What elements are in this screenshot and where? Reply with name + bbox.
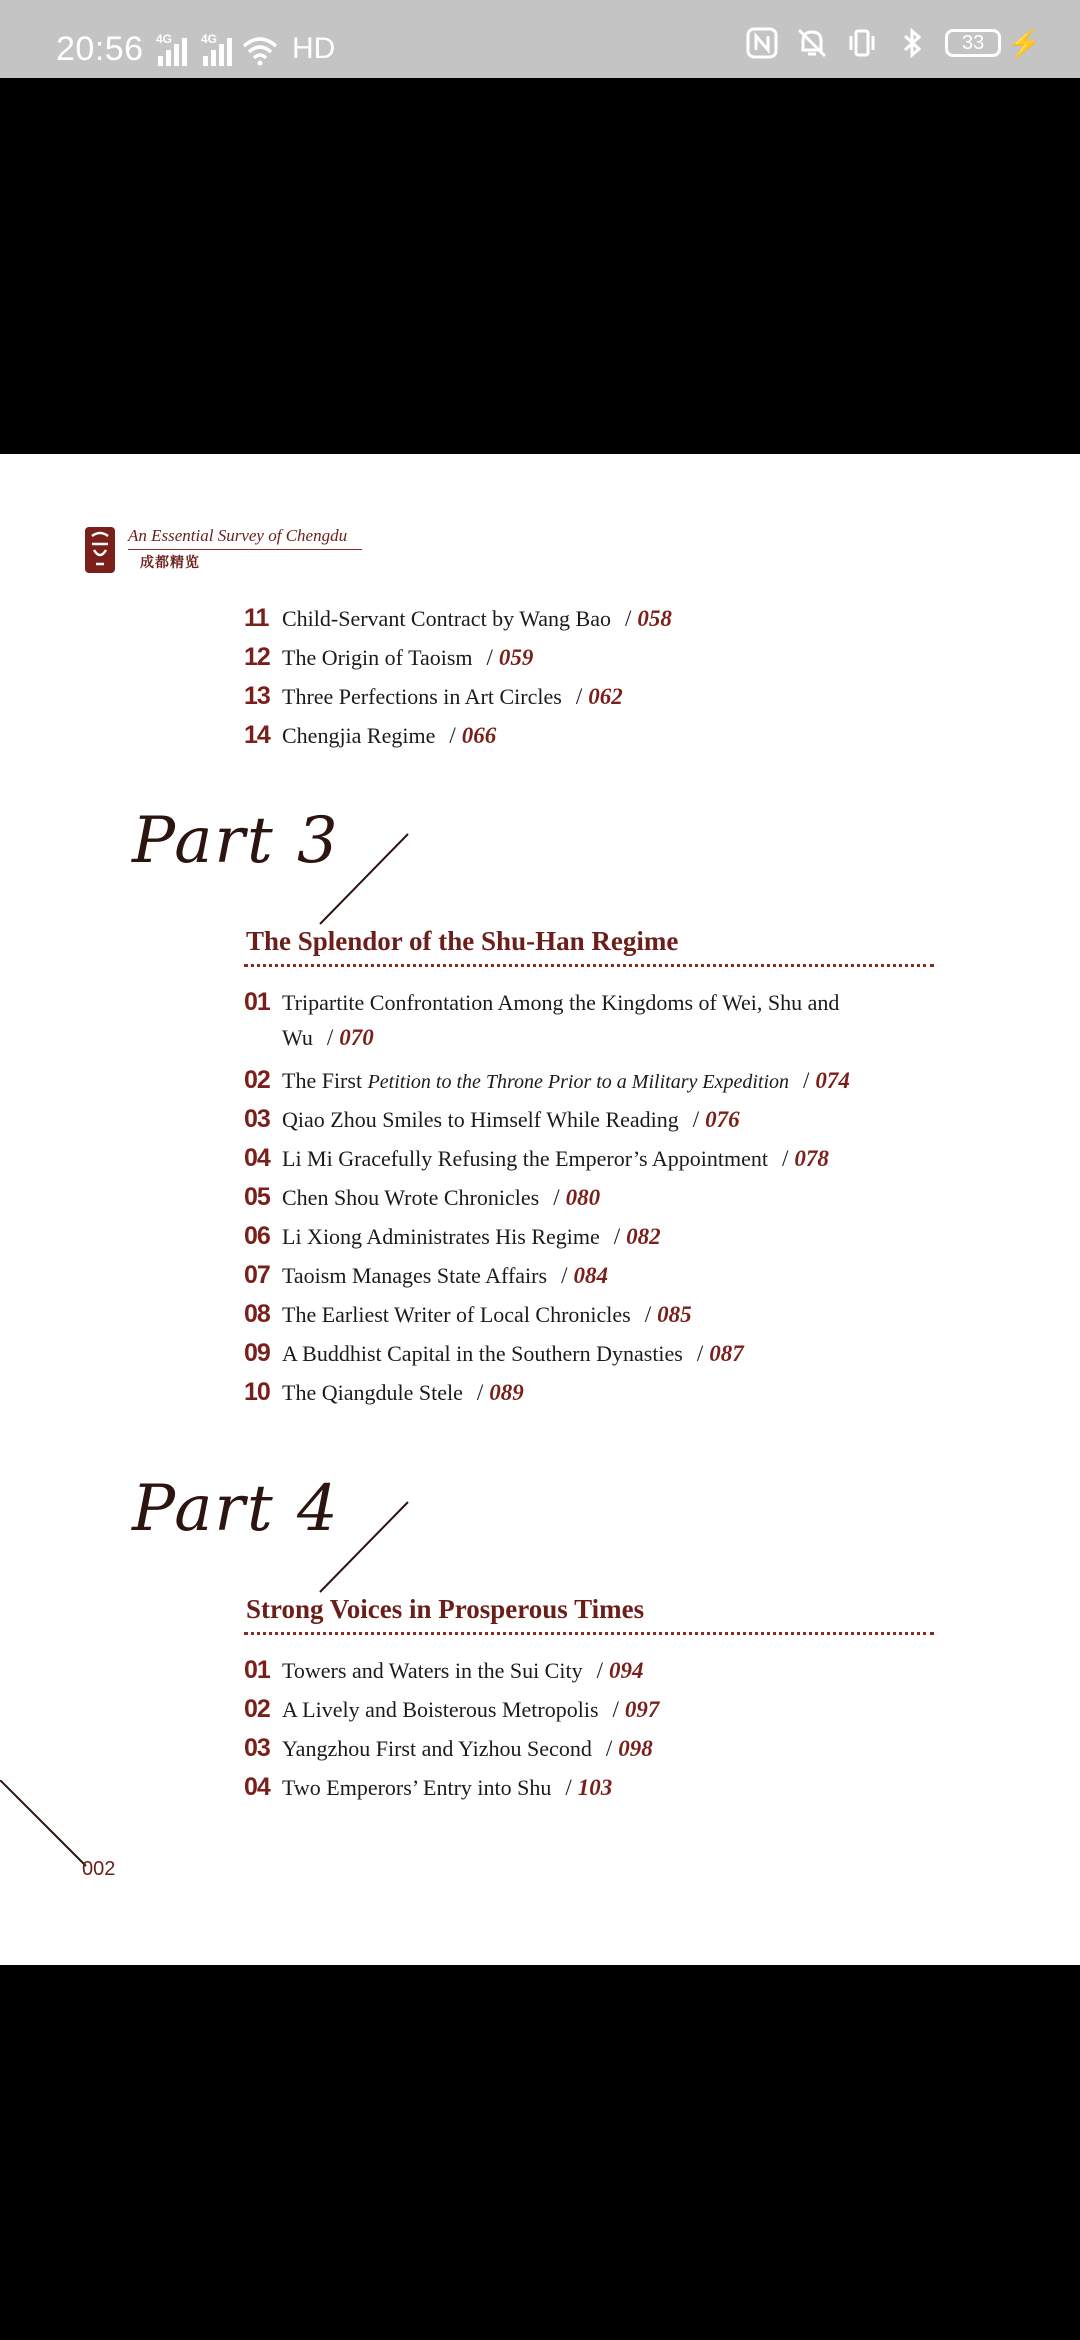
mute-bell-icon [795, 26, 829, 60]
part3-heading: Part 3 [132, 804, 340, 878]
entry-page: / 058 [625, 606, 672, 631]
header-underline [128, 549, 362, 550]
entry-number: 01 [244, 988, 270, 1016]
entry-page: / 066 [449, 723, 497, 748]
book-title-chinese: 成都精览 [140, 556, 200, 571]
entry-title: Tripartite Confrontation Among the Kingdoms of Wei, Shu and [282, 990, 840, 1015]
entry-page: / 059 [486, 645, 534, 670]
part4-section-title: Strong Voices in Prosperous Times [246, 1594, 645, 1624]
entry-title: Chen Shou Wrote Chronicles [282, 1185, 540, 1210]
entry-title: Taoism Manages State Affairs [282, 1263, 548, 1288]
entry-number: 07 [244, 1261, 270, 1289]
part3-slash-decoration [300, 832, 410, 932]
entry-number: 13 [244, 682, 270, 710]
entry-number: 11 [244, 604, 269, 632]
entry-page: / 098 [605, 1736, 653, 1761]
toc-list-part4 [244, 1656, 964, 1812]
entry-title: The Origin of Taoism [282, 645, 473, 670]
entry-title: Three Perfections in Art Circles [282, 684, 562, 709]
entry-title: The Qiangdule Stele [282, 1380, 463, 1405]
entry-title: Two Emperors’ Entry into Shu [282, 1775, 552, 1800]
seal-logo-icon [84, 526, 116, 574]
network-type-label: 4G [201, 32, 218, 46]
battery-icon [945, 29, 1001, 57]
entry-number: 04 [244, 1144, 270, 1172]
entry-title: Chengjia Regime [282, 723, 436, 748]
entry-title: Yangzhou First and Yizhou Second [282, 1736, 592, 1761]
hd-label: HD [292, 32, 336, 65]
entry-page: / 085 [644, 1302, 692, 1327]
toc-entry[interactable] [244, 643, 964, 682]
entry-number: 08 [244, 1300, 270, 1328]
nfc-icon [745, 26, 779, 60]
entry-page: / 080 [553, 1185, 601, 1210]
entry-number: 06 [244, 1222, 270, 1250]
entry-page: / 097 [612, 1697, 660, 1722]
entry-page: / 070 [326, 1025, 374, 1050]
letterbox-bottom [0, 1965, 1080, 2340]
letterbox-top [0, 78, 1080, 454]
toc-entry[interactable] [244, 1695, 964, 1734]
entry-page: / 103 [565, 1775, 613, 1800]
toc-entry[interactable] [244, 1339, 964, 1378]
toc-list-part3 [244, 988, 964, 1417]
toc-entry[interactable] [244, 1378, 964, 1417]
corner-decoration [0, 1780, 90, 1870]
toc-entry[interactable] [244, 682, 964, 721]
entry-number: 09 [244, 1339, 270, 1367]
toc-entry[interactable] [244, 988, 964, 1066]
entry-page: / 082 [613, 1224, 661, 1249]
vibrate-icon [845, 26, 879, 60]
entry-title: A Buddhist Capital in the Southern Dynasties [282, 1341, 683, 1366]
entry-page: / 074 [803, 1068, 850, 1093]
toc-entry[interactable] [244, 1105, 964, 1144]
entry-number: 12 [244, 643, 270, 671]
entry-page: / 084 [561, 1263, 608, 1288]
entry-number: 05 [244, 1183, 270, 1211]
entry-number: 03 [244, 1734, 270, 1762]
toc-entry[interactable] [244, 1183, 964, 1222]
entry-title: Child-Servant Contract by Wang Bao [282, 606, 611, 631]
status-right-icons [745, 26, 1042, 60]
entry-title: Li Mi Gracefully Refusing the Emperor’s Appointment [282, 1146, 768, 1171]
entry-number: 14 [244, 721, 270, 749]
toc-entry[interactable] [244, 1734, 964, 1773]
part4-slash-decoration [300, 1500, 410, 1600]
status-time: 20:56 [56, 30, 144, 68]
entry-number: 10 [244, 1378, 270, 1406]
entry-page: / 089 [476, 1380, 524, 1405]
document-page[interactable] [0, 454, 1080, 1965]
toc-entry[interactable] [244, 604, 964, 643]
toc-entry[interactable] [244, 1222, 964, 1261]
entry-title: The First Petition to the Throne Prior to a Military Expedition [282, 1068, 789, 1093]
entry-number: 03 [244, 1105, 270, 1133]
book-title-english: An Essential Survey of Chengdu [128, 526, 348, 545]
part3-section-title: The Splendor of the Shu-Han Regime [246, 926, 679, 956]
toc-entry[interactable] [244, 1773, 964, 1812]
entry-title: Qiao Zhou Smiles to Himself While Reading [282, 1107, 679, 1132]
toc-entry[interactable] [244, 1144, 964, 1183]
entry-page: / 076 [692, 1107, 740, 1132]
charging-icon: ⚡ [1007, 27, 1042, 59]
entry-number: 02 [244, 1695, 270, 1723]
toc-entry[interactable] [244, 1261, 964, 1300]
entry-page: / 062 [575, 684, 623, 709]
toc-list-part2 [244, 604, 964, 760]
toc-entry[interactable] [244, 1300, 964, 1339]
page-number: 002 [82, 1858, 116, 1880]
part4-heading: Part 4 [132, 1472, 340, 1546]
bluetooth-icon [895, 26, 929, 60]
wifi-icon [242, 36, 278, 66]
status-left-icons [158, 32, 335, 66]
entry-number: 01 [244, 1656, 270, 1684]
signal-icon [201, 32, 232, 66]
entry-title: A Lively and Boisterous Metropolis [282, 1697, 599, 1722]
signal-icon [156, 32, 187, 66]
part3-dotted-rule [244, 964, 934, 967]
entry-title-continued: Wu / 070 [282, 1025, 374, 1050]
entry-title: The Earliest Writer of Local Chronicles [282, 1302, 631, 1327]
entry-page: / 087 [696, 1341, 744, 1366]
entry-page: / 094 [596, 1658, 644, 1683]
network-type-label: 4G [156, 32, 173, 46]
toc-entry[interactable] [244, 1066, 964, 1105]
entry-title: Li Xiong Administrates His Regime [282, 1224, 600, 1249]
toc-entry[interactable] [244, 1656, 964, 1695]
toc-entry[interactable] [244, 721, 964, 760]
entry-title: Towers and Waters in the Sui City [282, 1658, 583, 1683]
part4-dotted-rule [244, 1632, 934, 1635]
entry-number: 04 [244, 1773, 270, 1801]
entry-number: 02 [244, 1066, 270, 1094]
status-bar [0, 0, 1080, 78]
entry-page: / 078 [781, 1146, 829, 1171]
battery-level: 33 [962, 31, 985, 54]
